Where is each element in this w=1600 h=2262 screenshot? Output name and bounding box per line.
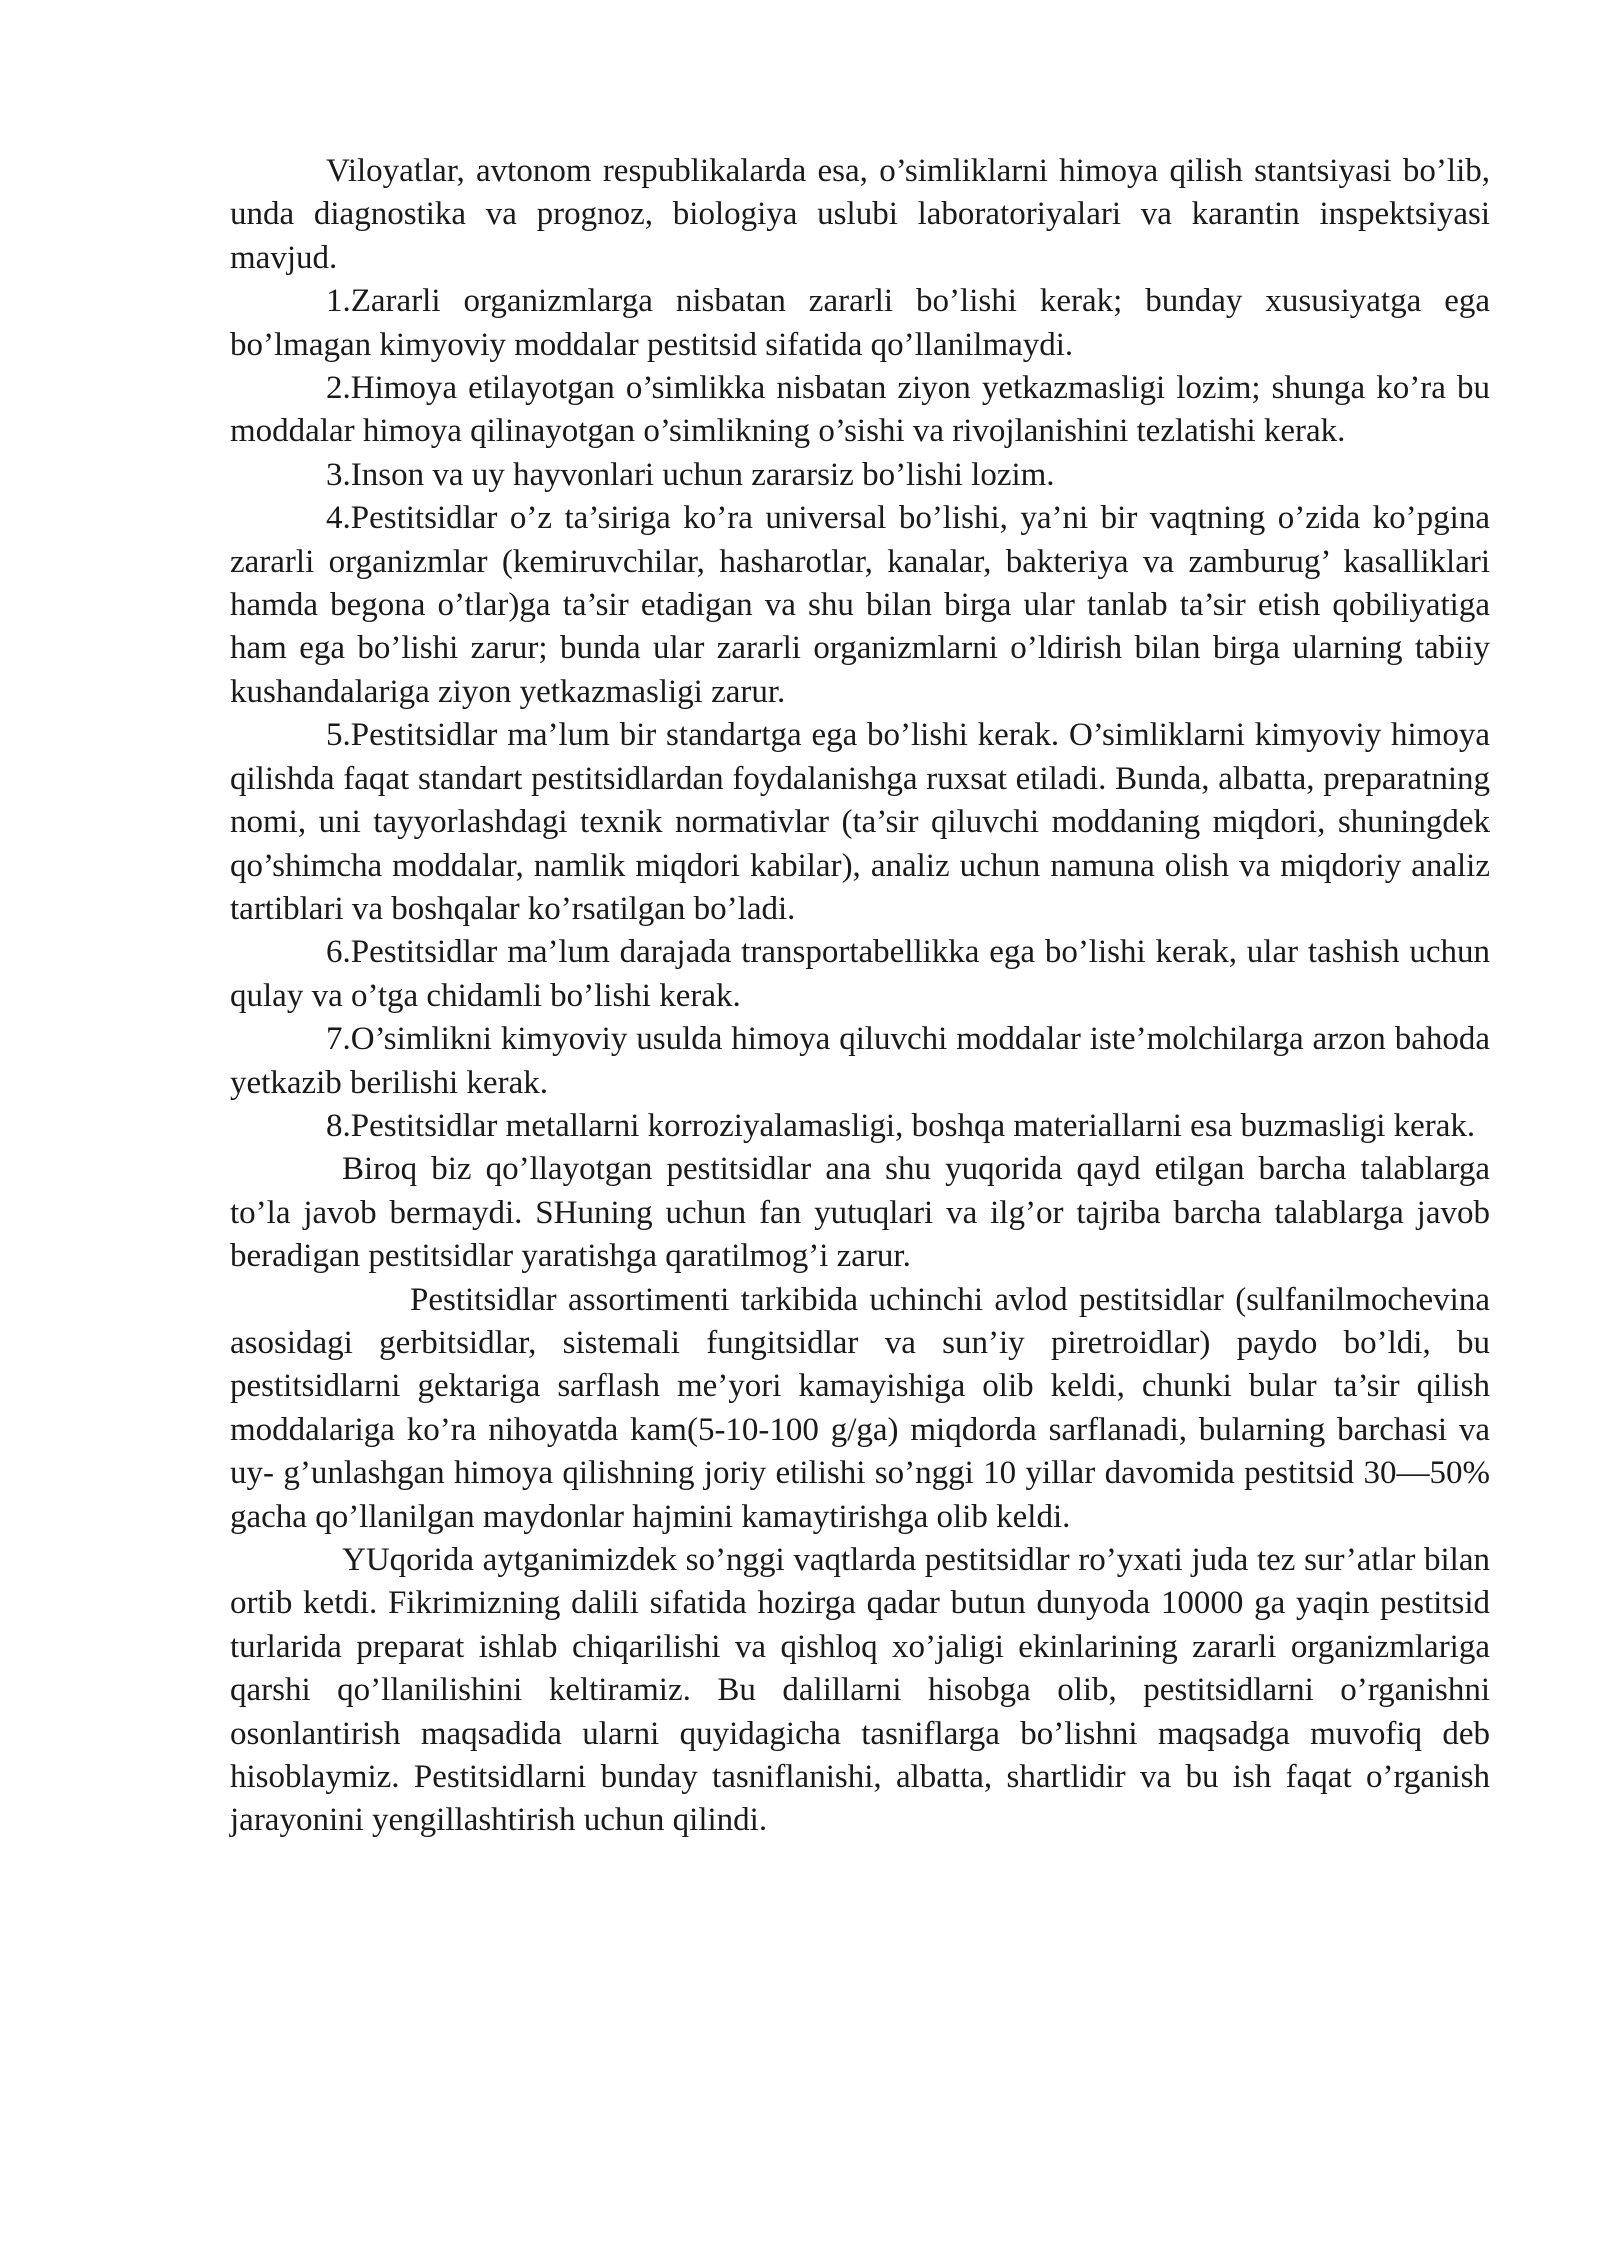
paragraph-requirement-2: 2.Himoya etilayotgan o’simlikka nisbatan ziyon yetkazmasligi lozim; shunga ko’ra bu moddalar himoya qilinayotgan o’simlikning o’sishi va rivojlanishini tezlatishi kerak. [230, 370, 1490, 450]
paragraph-intro: Viloyatlar, avtonom respublikalarda esa, o’simliklarni himoya qilish stantsiyasi bo’lib, unda diagnostika va prognoz, biologiya uslubi laboratoriyalari va karantin inspektsiyasi mavjud. [230, 153, 1490, 276]
paragraph-requirement-4: 4.Pestitsidlar o’z ta’siriga ko’ra universal bo’lishi, ya’ni bir vaqtning o’zida ko’pgina zararli organizmlar (kemiruvchilar, hasharotlar, kanalar, bakteriya va zamburug’ kasalliklari hamda begona o’tlar)ga ta’sir etadigan va shu bilan birga ular tanlab ta’sir etish qobiliyatiga ham ega bo’lishi zarur; bunda ular zararli organizmlarni o’ldirish bilan birga ularning tabiiy kushandalariga ziyon yetkazmasligi zarur. [230, 500, 1490, 710]
paragraph-requirement-8: 8.Pestitsidlar metallarni korroziyalamasligi, boshqa materiallarni esa buzmasligi kerak. [326, 1107, 1476, 1144]
paragraph-requirement-1: 1.Zararli organizmlarga nisbatan zararli bo’lishi kerak; bunday xususiyatga ega bo’lmagan kimyoviy moddalar pestitsid sifatida qo’llanilmaydi. [230, 283, 1490, 363]
document-page [230, 150, 1490, 1843]
paragraph-requirement-3: 3.Inson va uy hayvonlari uchun zararsiz bo’lishi lozim. [326, 456, 1055, 493]
paragraph-requirement-5: 5.Pestitsidlar ma’lum bir standartga ega bo’lishi kerak. O’simliklarni kimyoviy himoya qilishda faqat standart pestitsidlardan foydalanishga ruxsat etiladi. Bunda, albatta, preparatning nomi, uni tayyorlashdagi texnik normativlar (ta’sir qiluvchi moddaning miqdori, shuningdek qo’shimcha moddalar, namlik miqdori kabilar), analiz uchun namuna olish va miqdoriy analiz tartiblari va boshqalar ko’rsatilgan bo’ladi. [230, 717, 1490, 927]
paragraph-third-generation: Pestitsidlar assortimenti tarkibida uchinchi avlod pestitsidlar (sulfanilmochevina asosidagi gerbitsidlar, sistemali fungitsidlar va sun’iy piretroidlar) paydo bo’ldi, bu pestitsidlarni gektariga sarflash me’yori kamayishiga olib keldi, chunki bular ta’sir qilish moddalariga ko’ra nihoyatda kam(5-10-100 g/ga) miqdorda sarflanadi, bularning barchasi va uy- g’unlashgan himoya qilishning joriy etilishi so’nggi 10 yillar davomida pestitsid 30—50% gacha qo’llanilgan maydonlar hajmini kamaytirishga olib keldi. [230, 1281, 1490, 1535]
paragraph-classification: YUqorida aytganimizdek so’nggi vaqtlarda pestitsidlar ro’yxati juda tez sur’atlar bilan ortib ketdi. Fikrimizning dalili sifatida hozirga qadar butun dunyoda 10000 ga yaqin pestitsid turlarida preparat ishlab chiqarilishi va qishloq xo’jaligi ekinlarining zararli organizmlariga qarshi qo’llanilishini keltiramiz. Bu dalillarni hisobga olib, pestitsidlarni o’rganishni osonlantirish maqsadida ularni quyidagicha tasniflarga bo’lishni maqsadga muvofiq deb hisoblaymiz. Pestitsidlarni bunday tasniflanishi, albatta, shartlidir va bu ish faqat o’rganish jarayonini yengillashtirish uchun qilindi. [230, 1542, 1490, 1839]
paragraph-requirement-7: 7.O’simlikni kimyoviy usulda himoya qiluvchi moddalar iste’molchilarga arzon bahoda yetkazib berilishi kerak. [230, 1021, 1490, 1101]
paragraph-requirement-6: 6.Pestitsidlar ma’lum darajada transportabellikka ega bo’lishi kerak, ular tashish uchun qulay va o’tga chidamli bo’lishi kerak. [230, 934, 1490, 1014]
paragraph-however: Biroq biz qo’llayotgan pestitsidlar ana shu yuqorida qayd etilgan barcha talablarga to’la javob bermaydi. SHuning uchun fan yutuqlari va ilg’or tajriba barcha talablarga javob beradigan pestitsidlar yaratishga qaratilmog’i zarur. [230, 1151, 1490, 1275]
